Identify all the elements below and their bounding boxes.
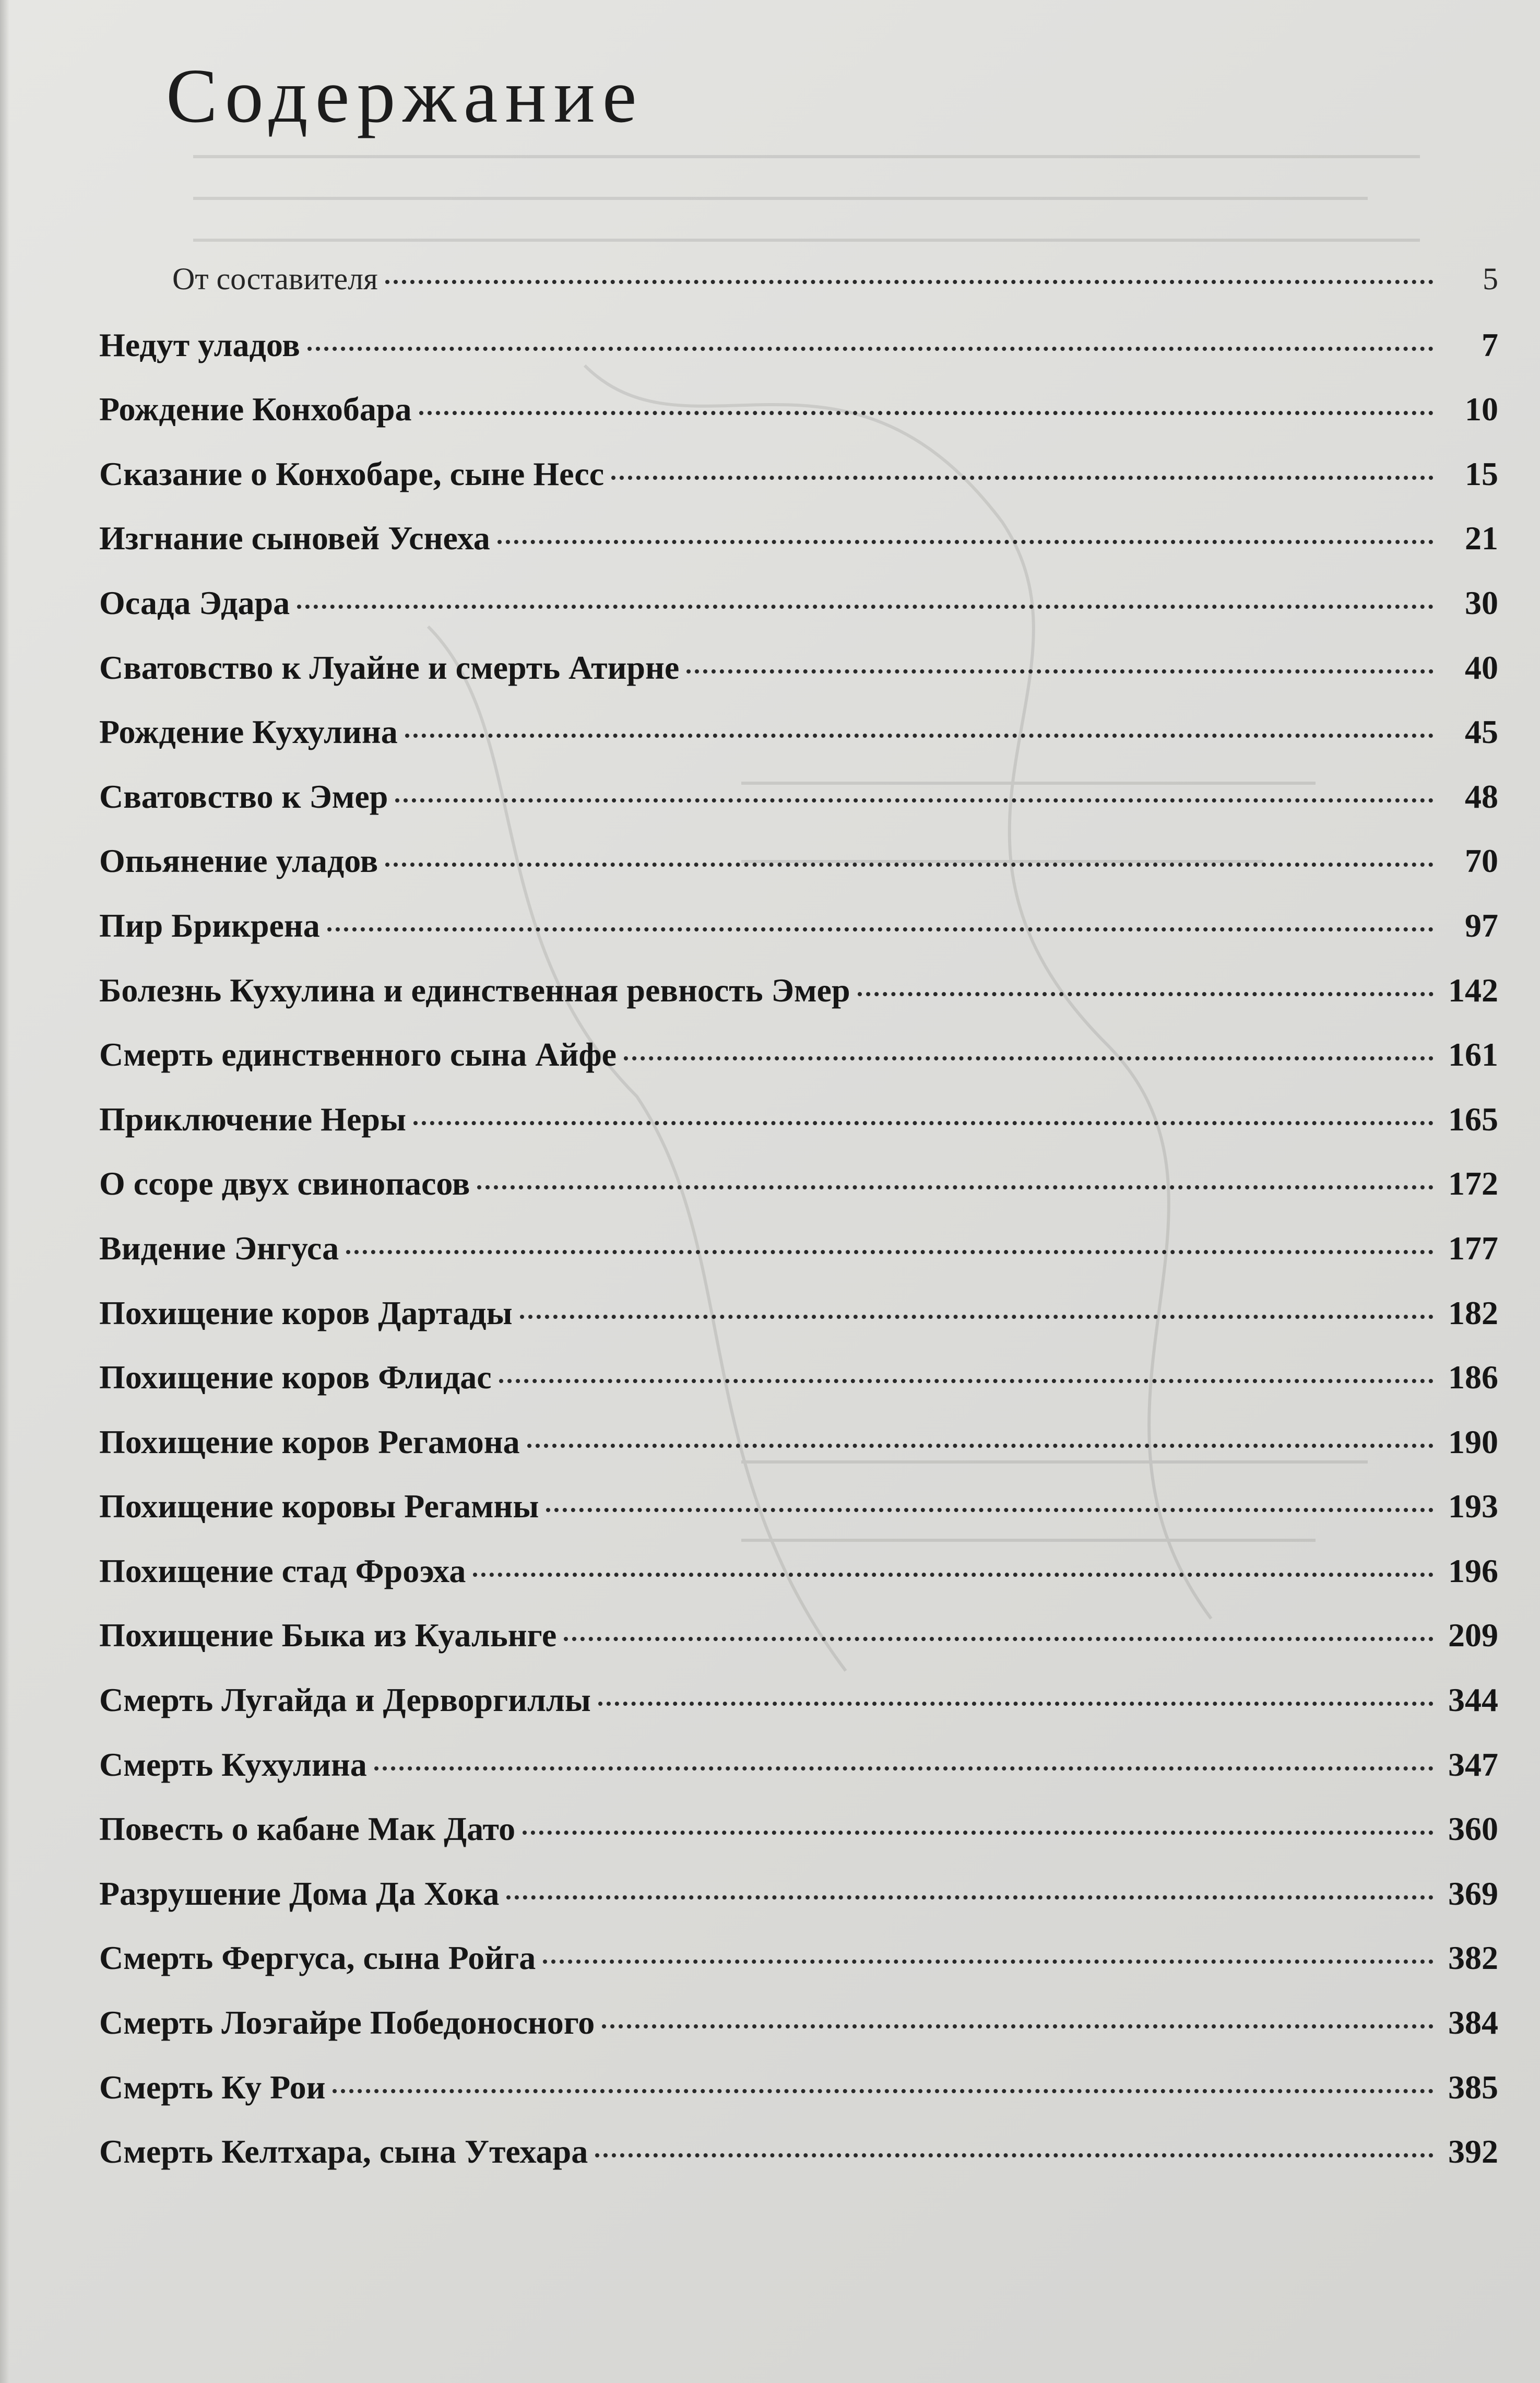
dot-leader [506,1895,1434,1900]
toc-entry-page-number: 21 [1465,520,1498,557]
toc-entry [99,455,1498,520]
toc-entry [99,326,1498,391]
toc-entry [99,1810,1498,1874]
toc-entry-title: Смерть Фергуса, сына Ройга [99,1939,536,1977]
dot-leader [611,476,1434,480]
toc-entry [99,713,1498,777]
toc-entry [99,1358,1498,1423]
dot-leader [523,1831,1434,1835]
toc-entry-title: Разрушение Дома Да Хока [99,1874,500,1912]
page-gutter-shadow [0,0,9,2383]
dot-leader [543,1960,1434,1964]
toc-entry-title: Похищение коров Дартады [99,1294,513,1331]
toc-entry-title: Рождение Кухулина [99,713,398,751]
toc-entry-title: Рождение Конхобара [99,391,412,428]
toc-entry-page-number: 209 [1448,1617,1498,1654]
dot-leader [499,1379,1434,1383]
toc-entry-title: Сказание о Конхобаре, сыне Несс [99,455,605,492]
toc-entry [99,1552,1498,1617]
toc-entry-page-number: 360 [1448,1810,1498,1848]
toc-entry-page-number: 196 [1448,1552,1498,1589]
toc-entry-page-number: 142 [1448,971,1498,1009]
toc-entry-title: Похищение Быка из Куальнге [99,1617,557,1654]
toc-entry-page-number: 344 [1448,1681,1498,1719]
toc-entry-title: Изгнание сыновей Уснеха [99,520,490,557]
toc-entry [99,906,1498,971]
toc-entry [99,1681,1498,1745]
toc-entry-title: Похищение стад Фроэха [99,1552,466,1589]
toc-entry-page-number: 70 [1465,842,1498,880]
toc-entry-page-number: 15 [1465,455,1498,492]
toc-entry [99,1035,1498,1100]
dot-leader [405,734,1434,738]
toc-entry-page-number: 347 [1448,1745,1498,1783]
toc-entry-page-number: 48 [1465,777,1498,815]
dot-leader [858,992,1434,996]
toc-entry-page-number: 190 [1448,1423,1498,1460]
toc-entry [99,261,1498,326]
toc-entry [99,1487,1498,1552]
toc-entry-title: Видение Энгуса [99,1229,339,1267]
toc-entry [99,971,1498,1036]
toc-entry-page-number: 7 [1482,326,1498,363]
dot-leader [624,1056,1434,1060]
dot-leader [598,1702,1434,1706]
dot-leader [419,411,1434,415]
toc-entry-title: Смерть Келтхара, сына Утехара [99,2133,588,2170]
toc-entry [99,2068,1498,2133]
toc-entry-title: Пир Брикрена [99,906,320,944]
toc-entry-title: Недут уладов [99,326,300,363]
table-of-contents [99,261,1498,2197]
dot-leader [307,347,1434,351]
toc-entry-title: Сватовство к Эмер [99,777,388,815]
dot-leader [595,2153,1434,2157]
toc-entry-page-number: 172 [1448,1165,1498,1202]
toc-entry-page-number: 40 [1465,648,1498,686]
toc-entry-title: Похищение коров Регамона [99,1423,520,1460]
toc-entry-page-number: 384 [1448,2004,1498,2042]
toc-entry [99,1100,1498,1165]
toc-entry-title: Смерть единственного сына Айфе [99,1036,617,1073]
toc-entry-page-number: 193 [1448,1488,1498,1525]
toc-entry-title: Болезнь Кухулина и единственная ревность Эмер [99,971,850,1009]
dot-leader [327,927,1434,931]
toc-entry [99,1616,1498,1681]
toc-entry [99,1423,1498,1488]
toc-entry-title: Смерть Ку Рои [99,2068,326,2106]
dot-leader [385,863,1434,867]
dot-leader [686,669,1434,674]
toc-entry-title: Повесть о кабане Мак Дато [99,1810,516,1848]
toc-entry-page-number: 382 [1448,1939,1498,1977]
toc-entry-title: От составителя [172,262,378,296]
dot-leader [374,1766,1434,1771]
toc-entry [99,777,1498,842]
toc-entry-page-number: 10 [1465,391,1498,428]
toc-entry-page-number: 392 [1448,2133,1498,2170]
toc-entry-page-number: 182 [1448,1294,1498,1331]
toc-entry [99,390,1498,455]
dot-leader [333,2089,1434,2093]
toc-entry-page-number: 45 [1465,713,1498,751]
toc-entry [99,1745,1498,1810]
toc-entry-title: Опьянение уладов [99,842,378,880]
toc-entry-title: Похищение коровы Регамны [99,1488,539,1525]
dot-leader [527,1444,1434,1448]
toc-entry-page-number: 186 [1448,1359,1498,1396]
dot-leader [385,280,1434,284]
toc-entry [99,2003,1498,2068]
dot-leader [520,1315,1434,1319]
dot-leader [413,1121,1434,1125]
toc-entry-title: О ссоре двух свинопасов [99,1165,470,1202]
dot-leader [497,540,1434,544]
dot-leader [473,1573,1434,1577]
toc-entry-title: Смерть Лоэгайре Победоносного [99,2004,595,2042]
toc-entry [99,1294,1498,1359]
toc-entry-page-number: 165 [1448,1100,1498,1138]
dot-leader [546,1508,1434,1512]
toc-entry [99,2132,1498,2197]
dot-leader [564,1637,1434,1641]
toc-entry-page-number: 177 [1448,1229,1498,1267]
toc-entry-page-number: 161 [1448,1036,1498,1073]
dot-leader [477,1185,1434,1189]
toc-entry-page-number: 369 [1448,1874,1498,1912]
toc-entry-page-number: 385 [1448,2068,1498,2106]
toc-entry [99,519,1498,584]
toc-entry-page-number: 97 [1465,906,1498,944]
dot-leader [346,1250,1434,1254]
dot-leader [297,605,1434,609]
toc-entry-page-number: 5 [1483,262,1498,296]
toc-entry-title: Смерть Кухулина [99,1745,367,1783]
toc-entry-title: Похищение коров Флидас [99,1359,492,1396]
page-title: Содержание [166,53,644,139]
toc-entry-title: Приключение Неры [99,1100,406,1138]
toc-entry-page-number: 30 [1465,584,1498,621]
toc-entry [99,1164,1498,1229]
toc-entry [99,1939,1498,2003]
toc-entry-title: Осада Эдара [99,584,290,621]
dot-leader [602,2024,1434,2028]
toc-entry-title: Смерть Лугайда и Дерворгиллы [99,1681,591,1719]
toc-entry [99,584,1498,648]
toc-entry [99,648,1498,713]
toc-entry [99,1874,1498,1939]
dot-leader [395,798,1434,803]
toc-entry [99,842,1498,906]
toc-entry-title: Сватовство к Луайне и смерть Атирне [99,648,680,686]
toc-entry [99,1229,1498,1294]
